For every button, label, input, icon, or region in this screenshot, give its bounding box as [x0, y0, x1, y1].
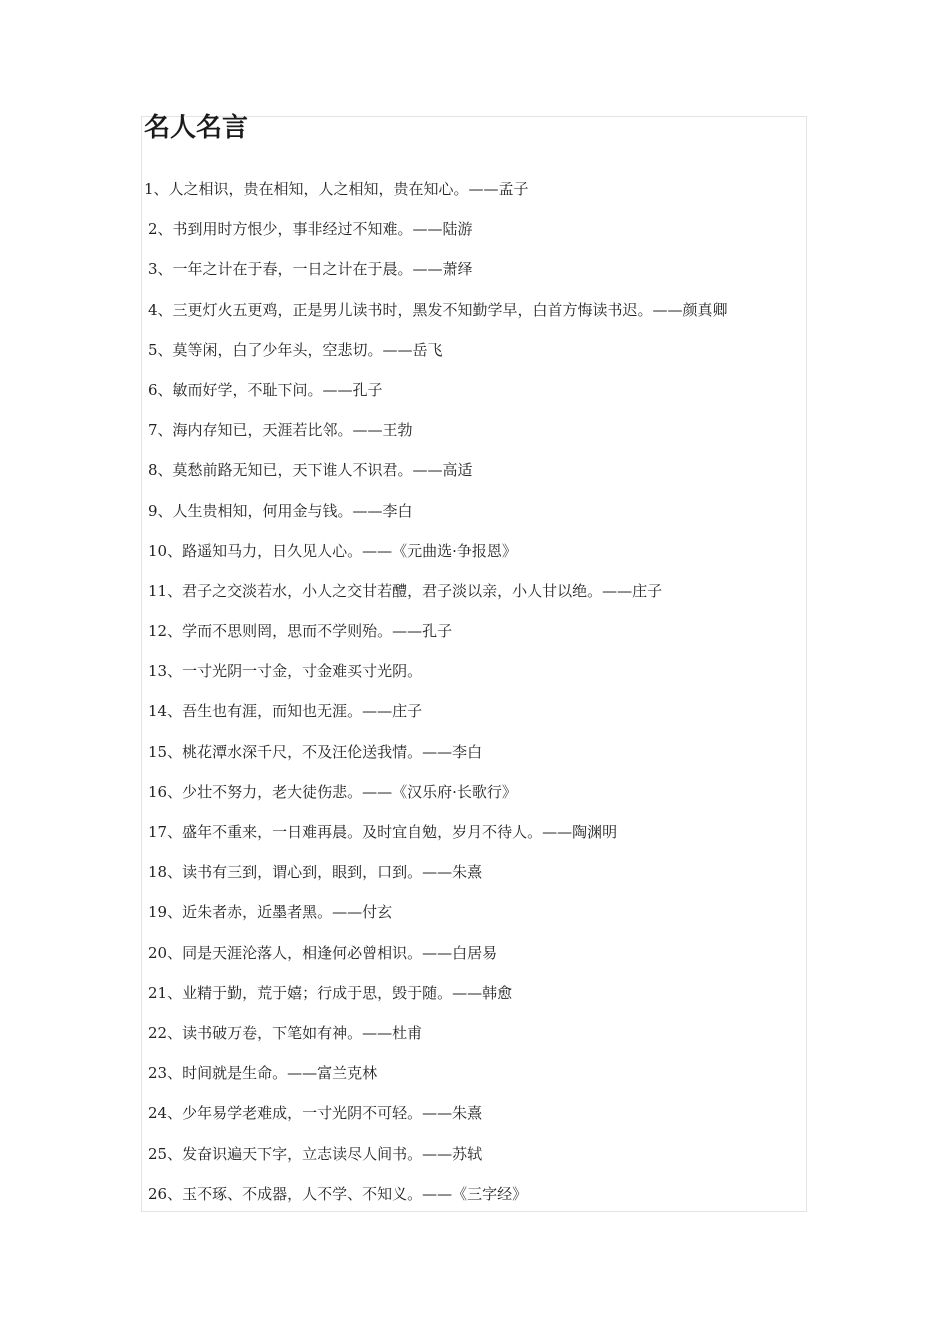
quote-item: 19、近朱者赤，近墨者黑。——付玄 [148, 903, 393, 922]
quote-item: 17、盛年不重来，一日难再晨。及时宜自勉，岁月不待人。——陶渊明 [148, 823, 618, 841]
quote-item: 23、时间就是生命。——富兰克林 [148, 1064, 378, 1083]
quote-item: 12、学而不思则罔，思而不学则殆。——孔子 [148, 622, 453, 641]
quote-item: 24、少年易学老难成，一寸光阴不可轻。——朱熹 [148, 1104, 483, 1123]
quote-item: 1、人之相识，贵在相知，人之相知，贵在知心。——孟子 [144, 180, 529, 198]
quote-item: 8、莫愁前路无知已，天下谁人不识君。——高适 [148, 461, 473, 480]
quote-item: 26、玉不琢、不成器，人不学、不知义。——《三字经》 [148, 1184, 528, 1203]
quote-list [144, 169, 804, 1214]
quote-item: 6、敏而好学，不耻下问。——孔子 [148, 380, 383, 399]
quote-item: 13、一寸光阴一寸金，寸金难买寸光阴。 [148, 662, 423, 681]
quote-item: 21、业精于勤，荒于嬉；行成于思，毁于随。——韩愈 [148, 983, 513, 1002]
quote-item: 22、读书破万卷，下笔如有神。——杜甫 [148, 1023, 423, 1042]
quote-item: 3、一年之计在于春，一日之计在于晨。——萧绎 [148, 260, 473, 279]
quote-item: 25、发奋识遍天下字，立志读尽人间书。——苏轼 [148, 1144, 483, 1163]
quote-item: 7、海内存知已，天涯若比邻。——王勃 [148, 421, 413, 440]
quote-item: 10、路遥知马力，日久见人心。——《元曲选·争报恩》 [148, 541, 517, 560]
quote-item: 9、人生贵相知，何用金与钱。——李白 [148, 501, 413, 520]
quote-item: 11、君子之交淡若水，小人之交甘若醴，君子淡以亲，小人甘以绝。——庄子 [148, 581, 663, 600]
quote-item: 20、同是天涯沦落人，相逢何必曾相识。——白居易 [148, 943, 498, 962]
page-title: 名人名言 [144, 113, 249, 143]
quote-item: 15、桃花潭水深千尺，不及汪伦送我情。——李白 [148, 742, 483, 761]
quote-item: 18、读书有三到，谓心到，眼到，口到。——朱熹 [148, 863, 483, 882]
quote-item: 5、莫等闲，白了少年头，空悲切。——岳飞 [148, 340, 443, 359]
quote-item: 16、少壮不努力，老大徒伤悲。——《汉乐府·长歌行》 [148, 782, 517, 801]
quote-item: 4、三更灯火五更鸡，正是男儿读书时，黑发不知勤学早，白首方悔读书迟。——颜真卿 [148, 300, 728, 319]
quote-item: 2、书到用时方恨少，事非经过不知难。——陆游 [148, 220, 473, 239]
quote-item: 14、吾生也有涯，而知也无涯。——庄子 [148, 702, 423, 721]
